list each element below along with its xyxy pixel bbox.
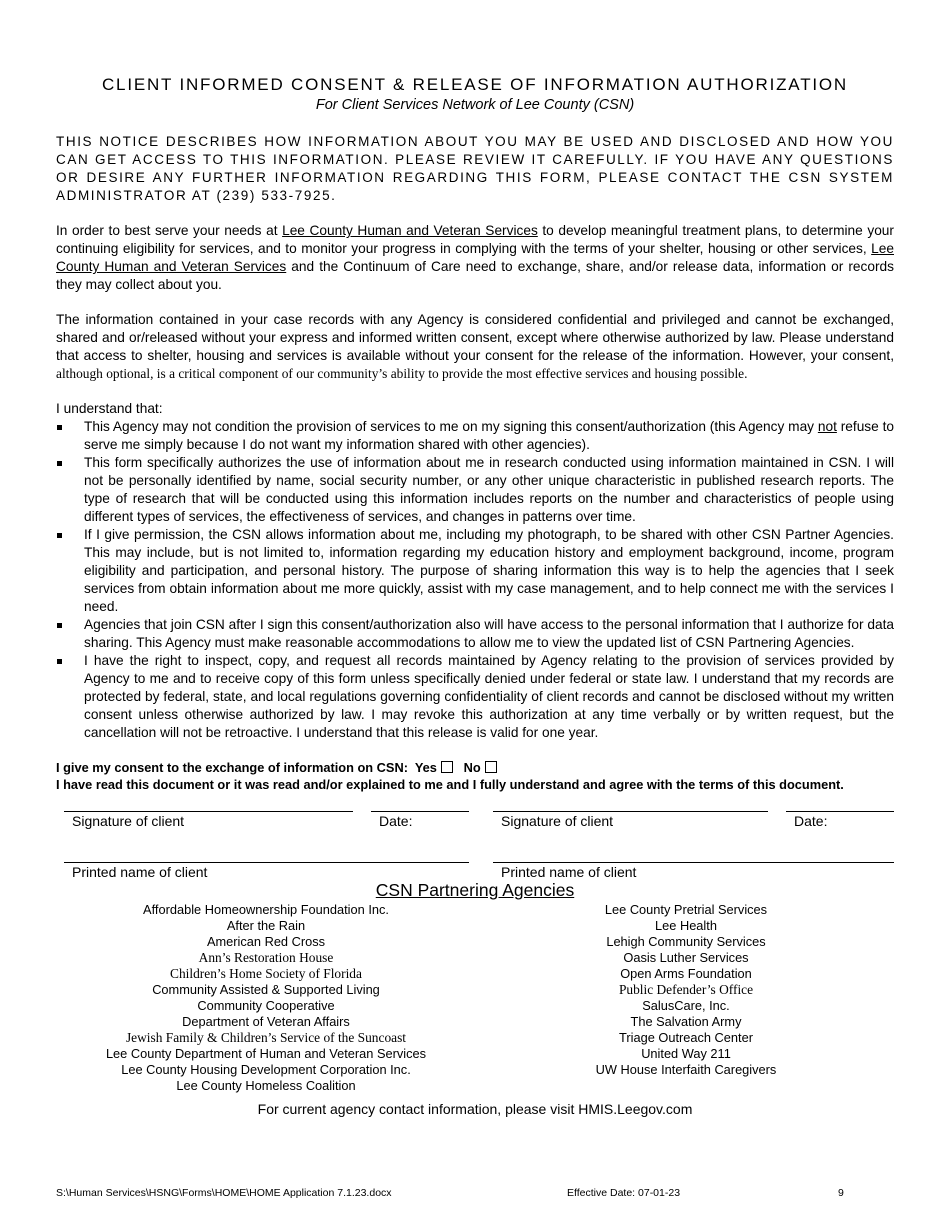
notice-paragraph: THIS NOTICE DESCRIBES HOW INFORMATION ABOUT YOU MAY BE USED AND DISCLOSED AND HOW YOU CAN GET ACCESS TO THIS INFORMATION. PLEASE REVIEW IT CAREFULLY. IF YOU HAVE ANY QUESTIONS OR DESIRE ANY FURTHER INFORMATION REGARDING THIS FORM, PLEASE CONTACT THE CSN SYSTEM ADMINISTRATOR AT (239) 533-7925. bbox=[56, 134, 894, 203]
consent-no-checkbox[interactable] bbox=[485, 761, 497, 773]
bullet-icon bbox=[57, 659, 62, 664]
date-field-2[interactable] bbox=[786, 811, 894, 812]
consent-statement: I have read this document or it was read and/or explained to me and I fully understand and agree with the terms of this document. bbox=[56, 777, 844, 792]
signature-field-2[interactable] bbox=[493, 811, 768, 812]
date-field-1[interactable] bbox=[371, 811, 469, 812]
purpose-text-1: In order to best serve your needs at bbox=[56, 223, 283, 238]
agencies-title-text: CSN Partnering Agencies bbox=[375, 880, 575, 900]
agency-item: Lehigh Community Services bbox=[606, 934, 766, 949]
agency-item: Lee County Department of Human and Veteran Services bbox=[105, 1046, 427, 1061]
agency-item: Open Arms Foundation bbox=[620, 966, 752, 981]
footer-page-number: 9 bbox=[838, 1187, 844, 1199]
agency-item: Affordable Homeownership Foundation Inc. bbox=[143, 902, 389, 917]
bullet-icon bbox=[57, 461, 62, 466]
footer-file-path: S:\Human Services\HSNG\Forms\HOME\HOME Application 7.1.23.docx bbox=[56, 1187, 392, 1199]
agency-list-right bbox=[486, 902, 886, 1078]
agency-item: Public Defender’s Office bbox=[618, 982, 754, 997]
bullet-icon bbox=[57, 623, 62, 628]
printed-name-label-1: Printed name of client bbox=[72, 864, 208, 880]
consent-question-row bbox=[56, 759, 916, 776]
list-item bbox=[56, 418, 894, 454]
printed-name-label-2: Printed name of client bbox=[501, 864, 637, 880]
bullet-emphasis: not bbox=[817, 419, 837, 434]
agency-item: American Red Cross bbox=[206, 934, 326, 949]
contact-info: For current agency contact information, please visit HMIS.Leegov.com bbox=[257, 1101, 693, 1117]
agency-item: Community Assisted & Supported Living bbox=[152, 982, 380, 997]
bullet-text: This Agency may not condition the provision of services to me on my signing this consent/authorization (this Agency may bbox=[84, 419, 818, 434]
purpose-text-3: and the Continuum of Care need to exchange, share, and/or release data, information or records they may collect about you. bbox=[56, 259, 894, 292]
agency-item: Department of Veteran Affairs bbox=[182, 1014, 350, 1029]
list-item bbox=[56, 454, 894, 526]
signature-label-2: Signature of client bbox=[501, 813, 614, 829]
list-item bbox=[56, 526, 894, 616]
consent-yes-label: Yes bbox=[414, 760, 437, 775]
signature-label-1: Signature of client bbox=[72, 813, 185, 829]
understanding-list bbox=[56, 418, 894, 742]
date-label-1: Date: bbox=[379, 813, 413, 829]
printed-name-field-2[interactable] bbox=[493, 862, 894, 863]
bullet-icon bbox=[57, 425, 62, 430]
list-item bbox=[56, 652, 894, 742]
date-label-2: Date: bbox=[794, 813, 828, 829]
agency-item: Triage Outreach Center bbox=[619, 1030, 753, 1045]
bullet-icon bbox=[57, 533, 62, 538]
agency-item: Lee County Homeless Coalition bbox=[176, 1078, 356, 1093]
consent-no-label: No bbox=[463, 760, 481, 775]
confidentiality-text-2: although optional, is a critical component of our community’s ability to provide the most effective services and housing possible. bbox=[56, 366, 748, 381]
purpose-paragraph bbox=[56, 222, 894, 294]
consent-yes-checkbox[interactable] bbox=[441, 761, 453, 773]
agency-item: Ann’s Restoration House bbox=[198, 950, 334, 965]
bullet-text: refuse to serve me simply because I do not want my information shared with other agencies). bbox=[84, 419, 894, 452]
agency-name-1: Lee County Human and Veteran Services bbox=[282, 223, 538, 238]
consent-question: I give my consent to the exchange of information on CSN: bbox=[56, 760, 408, 775]
bullet-text: Agencies that join CSN after I sign this consent/authorization also will have access to the personal information that I authorize for data sharing. This Agency must make reasonable accommodations to allow me to view the updated list of CSN Partnering Agencies. bbox=[84, 617, 894, 650]
list-item bbox=[56, 616, 894, 652]
agency-item: Lee County Pretrial Services bbox=[604, 902, 768, 917]
agency-item: Children’s Home Society of Florida bbox=[170, 966, 362, 981]
agencies-title bbox=[0, 880, 950, 901]
document-title: CLIENT INFORMED CONSENT & RELEASE OF INFORMATION AUTHORIZATION bbox=[101, 75, 848, 94]
confidentiality-paragraph bbox=[56, 311, 894, 383]
agency-item: United Way 211 bbox=[641, 1046, 731, 1061]
footer-effective-date: Effective Date: 07-01-23 bbox=[567, 1187, 681, 1199]
printed-name-field-1[interactable] bbox=[64, 862, 469, 863]
bullet-text: I have the right to inspect, copy, and request all records maintained by Agency relating to the provision of services provided by Agency to me and to receive copy of this form unless specifically denied under federal or state law. I understand that my records are protected by federal, state, and local regulations governing confidentiality of client records and cannot be disclosed without my written consent unless otherwise authorized by law. I may revoke this authorization at any time verbally or by written request, but the cancellation will not be retroactive. I understand that this release is valid for one year. bbox=[84, 653, 894, 740]
document-subtitle: For Client Services Network of Lee County (CSN) bbox=[315, 97, 635, 113]
consent-section bbox=[56, 759, 916, 793]
agency-item: Lee Health bbox=[655, 918, 717, 933]
agency-list-left bbox=[66, 902, 466, 1094]
agency-item: SalusCare, Inc. bbox=[642, 998, 730, 1013]
agency-item: After the Rain bbox=[226, 918, 306, 933]
understand-intro: I understand that: bbox=[56, 401, 163, 416]
signature-field-1[interactable] bbox=[64, 811, 353, 812]
agency-item: Jewish Family & Children’s Service of the Suncoast bbox=[125, 1030, 407, 1045]
agency-item: Community Cooperative bbox=[197, 998, 335, 1013]
agency-item: The Salvation Army bbox=[630, 1014, 742, 1029]
purpose-text-2: to develop meaningful treatment plans, to determine your continuing eligibility for services, and to monitor your progress in complying with the terms of your shelter, housing or other services, bbox=[56, 223, 894, 256]
agency-item: UW House Interfaith Caregivers bbox=[595, 1062, 777, 1077]
agency-name-2: Lee County Human and Veteran Services bbox=[56, 241, 894, 274]
confidentiality-text-1: The information contained in your case records with any Agency is considered confidential and privileged and cannot be exchanged, shared and or/released without your express and informed written consent, except where otherwise authorized by law. Please understand that access to shelter, housing and services is available without your consent for the release of the information. However, your consent, bbox=[56, 312, 894, 363]
bullet-text: This form specifically authorizes the use of information about me in research conducted using information maintained in CSN. I will not be personally identified by name, social security number, or any other unique characteristic in published research reports. The type of research that will be conducted using this information includes reports on the number and characteristics of people using different types of services, the effectiveness of services, and changes in patterns over time. bbox=[84, 455, 894, 524]
agency-item: Oasis Luther Services bbox=[623, 950, 749, 965]
bullet-text: If I give permission, the CSN allows information about me, including my photograph, to be shared with other CSN Partner Agencies. This may include, but is not limited to, information regarding my education history and employment background, income, program eligibility and participation, and personal history. The purpose of sharing information this way is to help the agencies that I seek services from obtain information about me more quickly, assist with my case management, and to help connect me with the services I need. bbox=[84, 527, 894, 614]
agency-item: Lee County Housing Development Corporation Inc. bbox=[121, 1062, 411, 1077]
